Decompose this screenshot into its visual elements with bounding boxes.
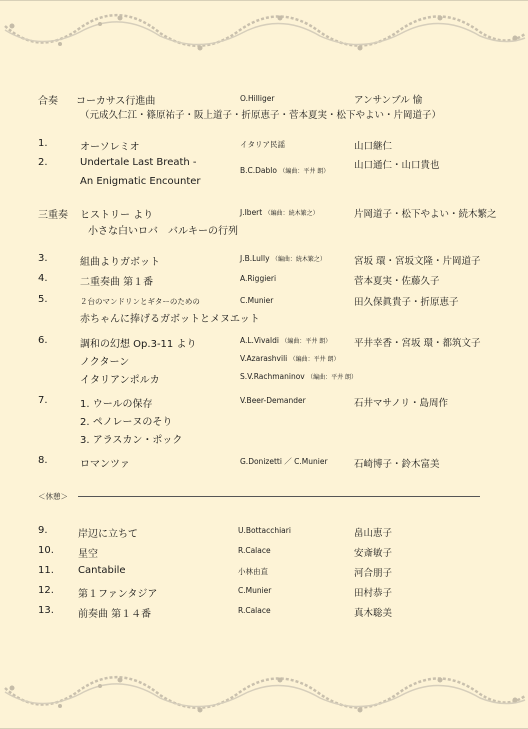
item-title: 星空 (78, 549, 98, 560)
item-composer: A.Riggieri (240, 274, 277, 283)
item-number: 11. (38, 565, 54, 576)
item-composer: V.Beer-Demander (240, 396, 306, 405)
ensemble-group: アンサンブル 愉 (354, 95, 423, 106)
item-number: 6. (38, 335, 48, 346)
item-title-line2: An Enigmatic Encounter (80, 176, 201, 187)
item-number: 9. (38, 525, 48, 536)
item-title: ２台のマンドリンとギターのための (80, 297, 200, 306)
item-arranger: （編曲：平井 朗） (281, 338, 332, 345)
item-number: 1. (38, 138, 48, 149)
item-number: 3. (38, 253, 48, 264)
item-number: 13. (38, 605, 54, 616)
item-composer: J.B.Lully （編曲：続木繁之） (240, 254, 326, 263)
intermission-divider (78, 496, 480, 497)
item-number: 7. (38, 395, 48, 406)
item-arranger: （編曲：平井 朗） (307, 374, 358, 381)
item-composer: R.Calace (238, 546, 271, 555)
item-performers: 畠山恵子 (354, 528, 393, 539)
item-number: 8. (38, 455, 48, 466)
item-composer: B.C.Dablo （編曲：平井 朗） (240, 166, 330, 175)
item-performers: 平井幸香・宮坂 環・都筑文子 (354, 338, 481, 349)
item-title: 前奏曲 第１４番 (78, 609, 152, 620)
item-title: ロマンツァ (80, 459, 130, 470)
item-title: 二重奏曲 第１番 (80, 277, 154, 288)
item-title: Cantabile (78, 565, 126, 576)
item-number: 2. (38, 157, 48, 168)
item-performers: 田村恭子 (354, 588, 393, 599)
item-performers: 真木聡美 (354, 608, 393, 619)
item-title: 組曲よりガボット (80, 257, 160, 268)
trio-subtitle: 小さな白いロバ バルキーの行列 (88, 226, 238, 237)
item-performers: 山口継仁 (354, 141, 393, 152)
item-performers: 石崎博子・鈴木富美 (354, 459, 440, 470)
item-performers: 石井マサノリ・島周作 (354, 398, 448, 409)
item-title: 第１ファンタジア (78, 589, 158, 600)
trio-title: ヒストリー より (80, 210, 154, 221)
item-title-line3: イタリアンポルカ (80, 375, 160, 386)
item-title-line2: ノクターン (80, 357, 130, 368)
item-title-line2: 2. ペノレーヌのそり (80, 417, 173, 428)
item-performers: 田久保眞貴子・折原恵子 (354, 297, 459, 308)
item-composer: C.Munier (238, 586, 272, 595)
ensemble-composer: O.Hilliger (240, 94, 275, 103)
trio-arranger: （編曲：続木繁之） (264, 210, 319, 217)
item-composer: 小林由直 (238, 567, 268, 576)
item-title: Undertale Last Breath - (80, 157, 197, 168)
item-composer: V.Azarashvili （編曲：平井 朗） (240, 354, 340, 363)
bottom-ornament-border (0, 670, 528, 720)
item-performers: 菅本夏実・佐藤久子 (354, 276, 440, 287)
item-arranger: （編曲：平井 朗） (289, 356, 340, 363)
item-number: 4. (38, 273, 48, 284)
top-ornament-border (0, 8, 528, 58)
item-composer: R.Calace (238, 606, 271, 615)
item-title: 1. ウールの保存 (80, 399, 153, 410)
trio-composer: J.Ibert （編曲：続木繁之） (240, 208, 319, 217)
intermission-label: ＜休憩＞ (38, 492, 68, 501)
item-title: オーソレミオ (80, 142, 140, 153)
item-performers: 安斎敏子 (354, 548, 393, 559)
ensemble-label: 合奏 (38, 96, 58, 107)
trio-label: 三重奏 (38, 210, 68, 221)
item-number: 10. (38, 545, 54, 556)
item-composer: G.Donizetti ／ C.Munier (240, 457, 328, 466)
item-title-line3: 3. アラスカン・ポック (80, 435, 183, 446)
item-title: 岸辺に立ちて (78, 529, 138, 540)
item-number: 5. (38, 294, 48, 305)
trio-performers: 片岡道子・松下やよい・続木繁之 (354, 209, 497, 220)
item-composer: C.Munier (240, 296, 274, 305)
item-performers: 河合朋子 (354, 568, 393, 579)
ensemble-title: コーカサス行進曲 (76, 96, 156, 107)
ensemble-members: （元成久仁江・篠原祐子・阪上道子・折原恵子・菅本夏実・松下やよい・片岡道子） (80, 110, 442, 121)
item-performers: 宮坂 環・宮坂文隆・片岡道子 (354, 256, 481, 267)
item-number: 12. (38, 585, 54, 596)
item-composer: U.Bottacchiari (238, 526, 291, 535)
item-arranger: （編曲：平井 朗） (279, 168, 330, 175)
item-arranger: （編曲：続木繁之） (271, 256, 326, 263)
item-title: 調和の幻想 Op.3-11 より (80, 339, 197, 350)
item-performers: 山口通仁・山口貴也 (354, 160, 440, 171)
item-title-line2: 赤ちゃんに捧げるガボットとメヌエット (80, 314, 260, 325)
item-composer: イタリア民謡 (240, 140, 285, 149)
item-composer: A.L.Vivaldi （編曲：平井 朗） (240, 336, 332, 345)
item-composer: S.V.Rachmaninov （編曲：平井 朗） (240, 372, 358, 381)
